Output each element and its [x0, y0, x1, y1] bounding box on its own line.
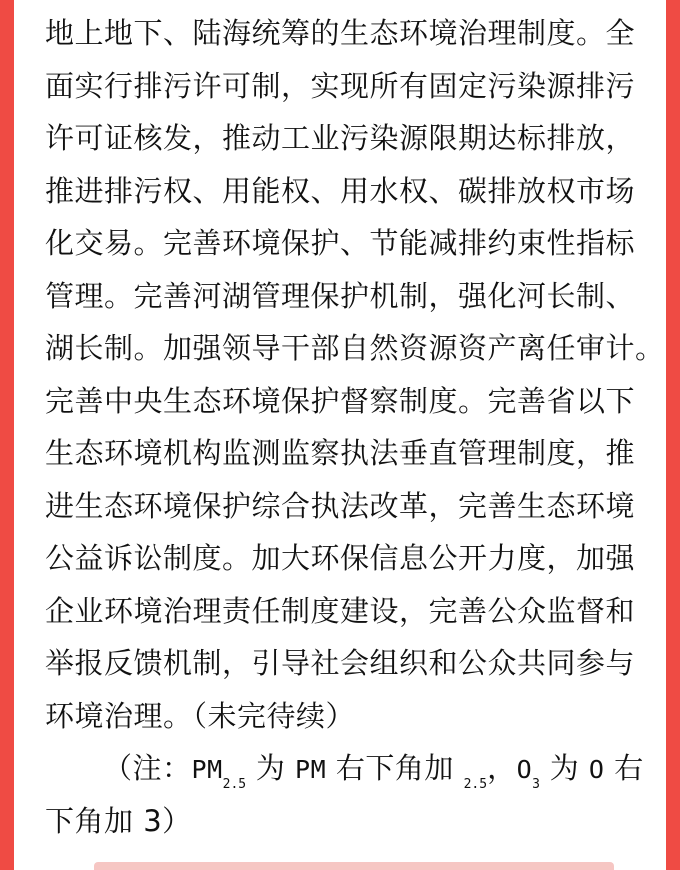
paragraph-line: 地上地下、陆海统筹的生态环境治理制度。全 — [45, 16, 636, 50]
note-line-2: 下角加 3） — [45, 803, 192, 838]
note-is: 为 — [246, 751, 296, 785]
note-is-2: 为 — [539, 751, 589, 785]
ozone-label-2: O — [588, 755, 605, 784]
article-body — [45, 7, 665, 847]
pm-subscript-2: 2.5 — [463, 777, 488, 792]
paragraph-line: 管理。完善河湖管理保护机制，强化河长制、 — [45, 278, 636, 313]
note-open: （注： — [103, 751, 192, 785]
paragraph-line: 许可证核发，推动工业污染源限期达标排放， — [45, 121, 636, 155]
paragraph-line: 生态环境机构监测监察执法垂直管理制度，推 — [45, 436, 636, 470]
ozone-label: O — [516, 755, 533, 784]
paragraph-line: 推进排污权、用能权、用水权、碳排放权市场 — [45, 173, 636, 208]
paragraph-line: 企业环境治理责任制度建设，完善公众监督和 — [45, 593, 636, 628]
note-comma: ， — [487, 751, 517, 785]
pm-subscript: 2.5 — [222, 777, 247, 792]
note-rest-1: 右下角加 — [326, 751, 464, 785]
bottom-decoration — [94, 862, 614, 870]
paragraph-line: 化交易。完善环境保护、节能减排约束性指标 — [45, 226, 636, 260]
paragraph-line: 湖长制。加强领导干部自然资源资产离任审计。 — [45, 331, 665, 365]
pm-label: PM — [191, 755, 223, 784]
paragraph-line: 面实行排污许可制，实现所有固定污染源排污 — [45, 68, 636, 103]
paragraph-line: 完善中央生态环境保护督察制度。完善省以下 — [45, 383, 636, 418]
paragraph-line: 进生态环境保护综合执法改革，完善生态环境 — [45, 488, 636, 523]
note-line — [45, 742, 645, 795]
ozone-subscript: 3 — [532, 777, 540, 792]
paragraph-line: 举报反馈机制，引导社会组织和公众共同参与 — [45, 646, 636, 680]
note-rest-2: 右 — [604, 751, 644, 785]
pm-label-2: PM — [295, 755, 327, 784]
paragraph-line: 环境治理。（未完待续） — [45, 698, 356, 733]
article-page — [14, 0, 666, 870]
paragraph-line: 公益诉讼制度。加大环保信息公开力度，加强 — [45, 541, 636, 575]
